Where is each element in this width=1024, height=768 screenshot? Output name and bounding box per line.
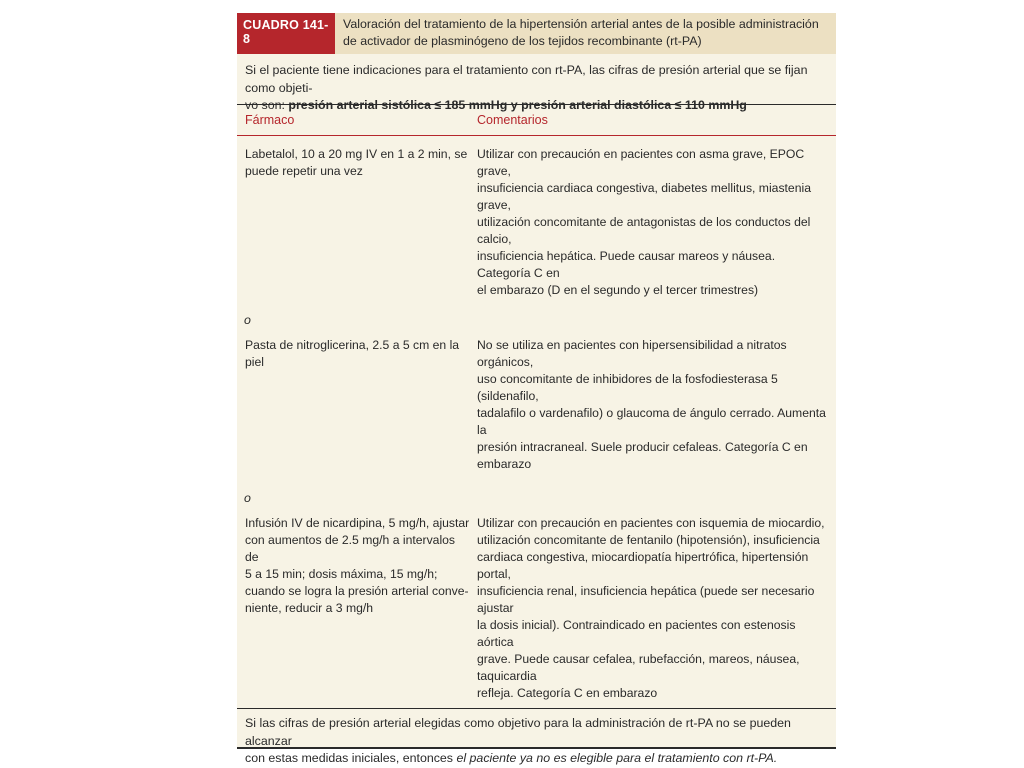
separator-or: o [244, 491, 251, 505]
column-header-drug: Fármaco [245, 113, 295, 127]
table-row [237, 515, 836, 708]
drug-cell [237, 146, 477, 299]
comment-line: Utilizar con precaución en pacientes con isquemia de miocardio, [477, 516, 825, 530]
comment-line: insuficiencia renal, insuficiencia hepática (puede ser necesario ajustar [477, 584, 815, 615]
intro-prefix: vo son: [245, 98, 289, 112]
footer-line [245, 750, 830, 768]
comment-line: el embarazo (D en el segundo y el tercer trimestres) [477, 283, 759, 297]
comment-line: la dosis inicial). Contraindicado en pacientes con estenosis aórtica [477, 618, 796, 649]
table-box [237, 13, 836, 765]
comment-line: tadalafilo o vardenafilo) o glaucoma de ángulo cerrado. Aumenta la [477, 406, 826, 437]
drug-line: Infusión IV de nicardipina, 5 mg/h, ajustar [245, 516, 470, 530]
drug-cell [237, 337, 477, 473]
intro-bold-values: presión arterial sistólica ≤ 185 mmHg y presión arterial diastólica ≤ 110 mmHg [288, 98, 747, 112]
table-title-line: Valoración del tratamiento de la hipertensión arterial antes de la posible administración [343, 17, 819, 31]
footer-note [237, 708, 836, 765]
comment-cell [477, 515, 836, 702]
drug-line: Labetalol, 10 a 20 mg IV en 1 a 2 min, se [245, 147, 468, 161]
comment-line: refleja. Categoría C en embarazo [477, 686, 658, 700]
footer-italic: el paciente ya no es elegible para el tratamiento con rt-PA. [456, 751, 778, 765]
separator-or: o [244, 313, 251, 327]
comment-line: insuficiencia hepática. Puede causar mareos y náusea. Categoría C en [477, 249, 776, 280]
drug-line: niente, reducir a 3 mg/h [245, 601, 374, 615]
drug-line: Pasta de nitroglicerina, 2.5 a 5 cm en la piel [245, 338, 460, 369]
table-number-tag: CUADRO 141-8 [237, 13, 335, 54]
drug-line: con aumentos de 2.5 mg/h a intervalos de [245, 533, 456, 564]
table-row [237, 146, 836, 299]
comment-line: No se utiliza en pacientes con hipersensibilidad a nitratos orgánicos, [477, 338, 787, 369]
drug-line: cuando se logra la presión arterial conve- [245, 584, 469, 598]
comment-line: Utilizar con precaución en pacientes con asma grave, EPOC grave, [477, 147, 805, 178]
intro-text [237, 54, 836, 112]
comment-line: insuficiencia cardiaca congestiva, diabetes mellitus, miastenia grave, [477, 181, 811, 212]
drug-line: 5 a 15 min; dosis máxima, 15 mg/h; [245, 567, 438, 581]
comment-cell [477, 146, 836, 299]
comment-line: utilización concomitante de fentanilo (hipotensión), insuficiencia [477, 533, 820, 547]
intro-line [245, 97, 830, 115]
table-title [335, 13, 836, 54]
drug-line: puede repetir una vez [245, 164, 363, 178]
table-header [237, 13, 836, 54]
intro-line: Si el paciente tiene indicaciones para el tratamiento con rt-PA, las cifras de presión arterial que se fijan como objeti- [245, 63, 808, 95]
table-title-line: de activador de plasminógeno de los tejidos recombinante (rt-PA) [343, 34, 702, 48]
comment-cell [477, 337, 836, 473]
table-row [237, 337, 836, 473]
comment-line: uso concomitante de inhibidores de la fosfodiesterasa 5 (sildenafilo, [477, 372, 778, 403]
drug-cell [237, 515, 477, 702]
footer-prefix: con estas medidas iniciales, entonces [245, 751, 457, 765]
comment-line: grave. Puede causar cefalea, rubefacción, mareos, náusea, taquicardia [477, 652, 800, 683]
comment-line: presión intracraneal. Suele producir cefaleas. Categoría C en embarazo [477, 440, 808, 471]
comment-line: cardiaca congestiva, miocardiopatía hipertrófica, hipertensión portal, [477, 550, 809, 581]
column-header-comments: Comentarios [477, 113, 548, 127]
footer-line: Si las cifras de presión arterial elegidas como objetivo para la administración de rt-PA no se pueden alcanzar [245, 716, 791, 748]
comment-line: utilización concomitante de antagonistas de los conductos del calcio, [477, 215, 811, 246]
